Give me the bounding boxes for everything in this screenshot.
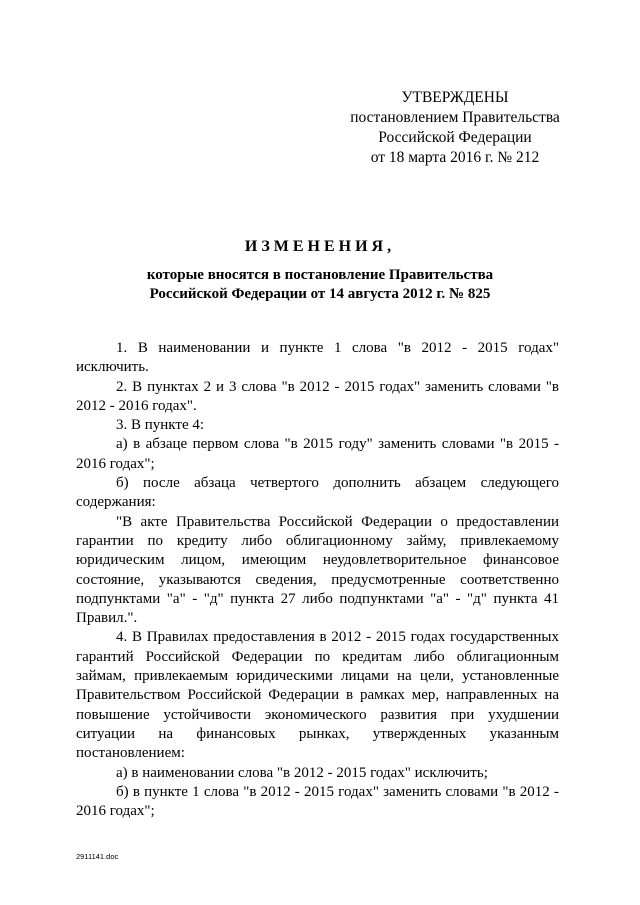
approval-line-2: постановлением Правительства	[350, 109, 560, 126]
paragraph-2: 2. В пунктах 2 и 3 слова "в 2012 - 2015 годах" заменить словами "в 2012 - 2016 годах".	[76, 378, 559, 414]
paragraph-4: 4. В Правилах предоставления в 2012 - 2015 годах государственных гарантий Российской Федерации по кредитам либо облигационным займам, привлекаемым юридическими лицами на цели, установленные Правительством Российской Федерации в рамках мер, направленных на повышение устойчивости экономического развития при ухудшении ситуации на финансовых рынках, утвержденных указанным постановлением:	[76, 629, 559, 762]
approval-block	[330, 88, 580, 168]
document-subtitle	[60, 266, 580, 304]
paragraph-4a: а) в наименовании слова "в 2012 - 2015 годах" исключить;	[116, 764, 488, 781]
paragraph-1: 1. В наименовании и пункте 1 слова "в 2012 - 2015 годах" исключить.	[76, 340, 559, 376]
approval-date-number: от 18 марта 2016 г. № 212	[370, 149, 540, 166]
paragraph-3: 3. В пункте 4:	[116, 417, 205, 434]
paragraph-4b: б) в пункте 1 слова "в 2012 - 2015 годах" заменить словами "в 2012 - 2016 годах";	[76, 783, 559, 820]
paragraph-3a: а) в абзаце первом слова "в 2015 году" заменить словами "в 2015 - 2016 годах";	[76, 436, 559, 472]
approval-title: УТВЕРЖДЕНЫ	[401, 89, 509, 106]
subtitle-line-1: которые вносятся в постановление Правительства	[146, 267, 494, 283]
document-heading	[60, 236, 580, 304]
paragraph-quote: "В акте Правительства Российской Федерации о предоставлении гарантии по кредиту либо облигационному займу, привлекаемому юридическим лицом, имеющим неудовлетворительное финансовое состояние, указываются сведения, предусмотренные соответственно подпунктами "а" - "д" пункта 27 либо подпунктами "а" - "д" пункта 41 Правил.".	[76, 513, 559, 627]
paragraph-3b: б) после абзаца четвертого дополнить абзацем следующего содержания:	[76, 475, 559, 511]
footer-doc-id: 2911141.doc	[76, 852, 119, 861]
approval-line-3: Российской Федерации	[378, 129, 532, 146]
document-body	[76, 339, 559, 821]
document-title: ИЗМЕНЕНИЯ,	[244, 238, 396, 255]
subtitle-line-2: Российской Федерации от 14 августа 2012 г. № 825	[149, 286, 491, 302]
